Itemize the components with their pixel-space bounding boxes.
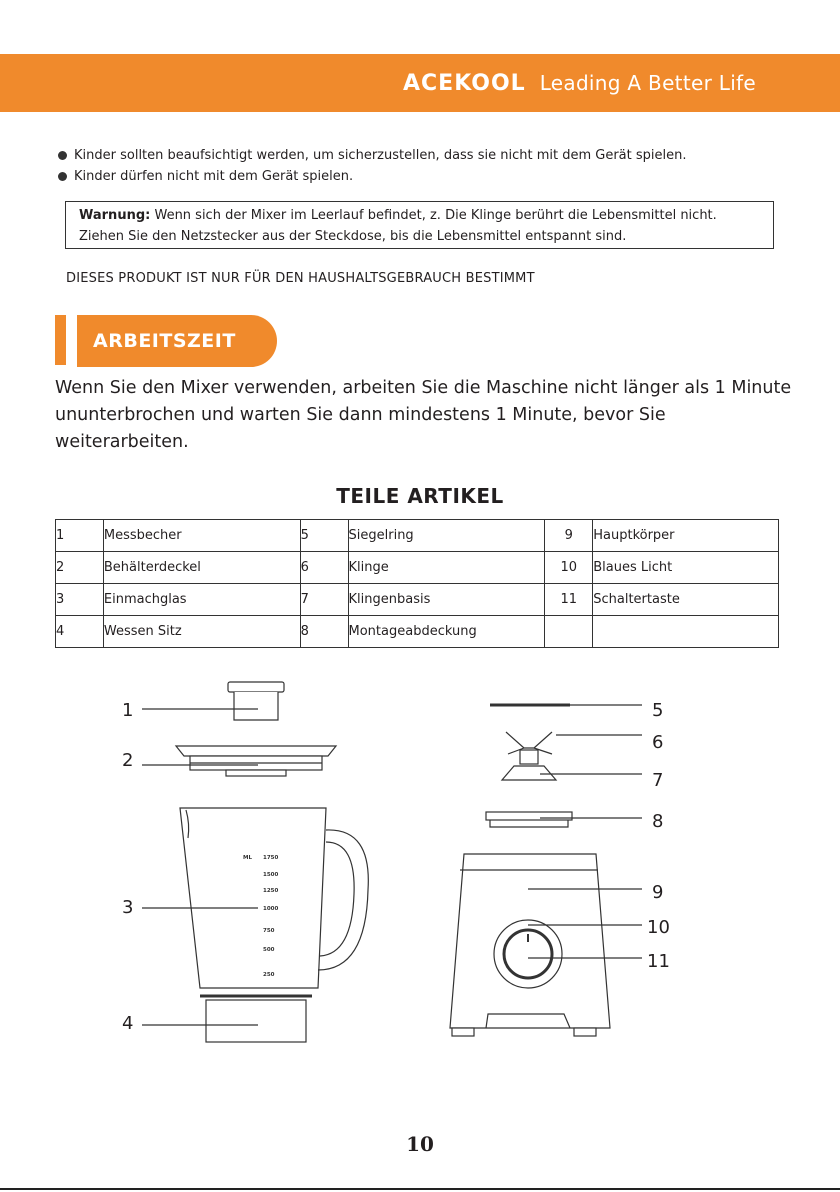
- callout-10: 10: [647, 917, 670, 938]
- jar-mark-1750: 1750: [263, 855, 279, 861]
- table-row: [56, 584, 779, 616]
- page-header: [0, 54, 840, 112]
- blender-jar-drawing: [180, 808, 368, 1042]
- mounting-cover-drawing: [486, 812, 572, 827]
- safety-bullets: [58, 145, 686, 187]
- blade-drawing: [502, 732, 556, 780]
- callout-5: 5: [652, 700, 664, 721]
- part-name: Behälterdeckel: [103, 552, 300, 584]
- bottom-rule: [0, 1188, 840, 1190]
- jar-mark-500: 500: [263, 947, 275, 953]
- bullet-item: [58, 166, 686, 187]
- part-number: 8: [300, 616, 348, 648]
- motor-base-drawing: [450, 854, 610, 1036]
- part-number: 7: [300, 584, 348, 616]
- brand-slogan: Leading A Better Life: [539, 71, 756, 95]
- table-row: [56, 616, 779, 648]
- bullet-item: [58, 145, 686, 166]
- callout-3: 3: [122, 897, 134, 918]
- bullet-dot-icon: [58, 151, 67, 160]
- section-text: Wenn Sie den Mixer verwenden, arbeiten Sie die Maschine nicht länger als 1 Minute ununterbrochen und warten Sie dann mindestens 1 Minute, bevor Sie weiterarbeiten.: [55, 378, 792, 452]
- parts-title: TEILE ARTIKEL: [336, 484, 504, 508]
- jar-mark-1000: 1000: [263, 906, 279, 912]
- part-number: 11: [545, 584, 593, 616]
- page-number: 10: [406, 1132, 434, 1156]
- part-name: Hauptkörper: [593, 520, 779, 552]
- warning-text-1: Wenn sich der Mixer im Leerlauf befindet, z. Die Klinge berührt die Lebensmittel nicht.: [150, 208, 717, 223]
- callout-7: 7: [652, 770, 664, 791]
- callout-8: 8: [652, 811, 664, 832]
- bullet-text: Kinder dürfen nicht mit dem Gerät spielen.: [74, 169, 354, 184]
- brand-logo: ACEKOOL: [403, 70, 526, 96]
- household-notice: DIESES PRODUKT IST NUR FÜR DEN HAUSHALTSGEBRAUCH BESTIMMT: [66, 271, 535, 286]
- callout-2: 2: [122, 750, 134, 771]
- part-number: 3: [56, 584, 104, 616]
- table-row: [56, 520, 779, 552]
- table-row: [56, 552, 779, 584]
- callout-4: 4: [122, 1013, 134, 1034]
- brand: [403, 68, 756, 98]
- part-name: Siegelring: [348, 520, 545, 552]
- jar-mark-1250: 1250: [263, 888, 279, 894]
- part-name: Blaues Licht: [593, 552, 779, 584]
- part-number: 2: [56, 552, 104, 584]
- part-number: 6: [300, 552, 348, 584]
- warning-line-1: [79, 205, 765, 226]
- jar-mark-1500: 1500: [263, 872, 279, 878]
- section-title: ARBEITSZEIT: [77, 315, 277, 367]
- warning-text-2: Ziehen Sie den Netzstecker aus der Steckdose, bis die Lebensmittel entspannt sind.: [79, 229, 627, 244]
- part-name: Wessen Sitz: [103, 616, 300, 648]
- part-name: Klinge: [348, 552, 545, 584]
- part-name: Messbecher: [103, 520, 300, 552]
- part-number: 9: [545, 520, 593, 552]
- part-name: [593, 616, 779, 648]
- part-name: Einmachglas: [103, 584, 300, 616]
- part-number: 1: [56, 520, 104, 552]
- warning-label: Warnung:: [79, 208, 151, 223]
- warning-box: [65, 201, 774, 249]
- part-number: 10: [545, 552, 593, 584]
- bullet-text: Kinder sollten beaufsichtigt werden, um sicherzustellen, dass sie nicht mit dem Gerät spielen.: [74, 148, 687, 163]
- section-accent-bar: [55, 315, 66, 365]
- part-number: 5: [300, 520, 348, 552]
- jar-mark-250: 250: [263, 972, 275, 978]
- blender-parts-diagram: [0, 670, 840, 1090]
- jar-mark-unit: ML: [243, 855, 252, 861]
- part-number: 4: [56, 616, 104, 648]
- callout-11: 11: [647, 951, 670, 972]
- measuring-cup-drawing: [228, 682, 284, 720]
- part-name: Schaltertaste: [593, 584, 779, 616]
- callout-6: 6: [652, 732, 664, 753]
- part-name: Klingenbasis: [348, 584, 545, 616]
- jar-mark-750: 750: [263, 928, 275, 934]
- parts-table: [55, 519, 779, 648]
- part-number: [545, 616, 593, 648]
- callout-9: 9: [652, 882, 664, 903]
- part-name: Montageabdeckung: [348, 616, 545, 648]
- bullet-dot-icon: [58, 172, 67, 181]
- jar-lid-drawing: [176, 746, 336, 776]
- callout-1: 1: [122, 700, 134, 721]
